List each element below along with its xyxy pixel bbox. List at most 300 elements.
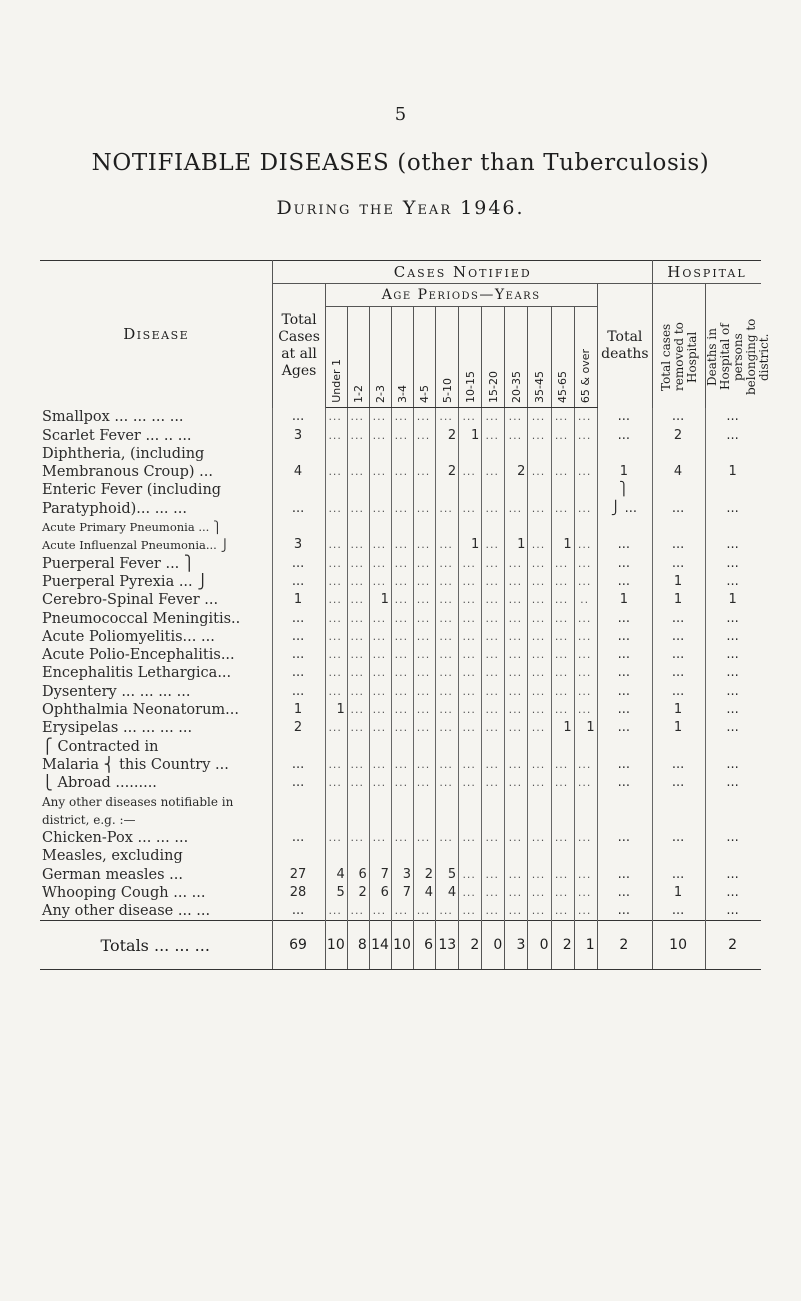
age-cell: ... <box>325 463 347 481</box>
totals-age-cell: 0 <box>482 921 505 970</box>
age-cell: 3 <box>391 865 413 883</box>
age-cell: ... <box>505 609 528 627</box>
age-cell: ... <box>505 554 528 572</box>
age-cell: ... <box>325 774 347 792</box>
total-deaths-cell: ... <box>597 664 652 682</box>
age-cell: ... <box>482 408 505 427</box>
age-cell: ... <box>574 884 597 902</box>
table-row <box>40 701 761 719</box>
age-cell: 2 <box>347 884 369 902</box>
age-cell: ... <box>482 865 505 883</box>
age-cell <box>325 518 347 536</box>
table-row <box>40 609 761 627</box>
disease-name: German measles ... <box>40 865 273 883</box>
age-cell: ... <box>528 628 551 646</box>
removed-to-hospital-cell: ... <box>652 756 705 774</box>
disease-name: Scarlet Fever ... .. ... <box>40 426 273 444</box>
age-cell <box>505 847 528 865</box>
age-cell: ... <box>436 554 459 572</box>
total-cases-cell: ... <box>273 774 325 792</box>
age-cell: ... <box>325 646 347 664</box>
deaths-in-hospital-cell: ... <box>726 610 739 626</box>
age-cell: ... <box>391 426 413 444</box>
age-cell <box>436 811 459 829</box>
page-subtitle: During the Year 1946. <box>276 197 525 219</box>
age-cell: 2 <box>436 463 459 481</box>
disease-name: Any other disease ... ... <box>40 902 273 921</box>
disease-name: Acute Polio-Encephalitis... <box>40 646 273 664</box>
table-row <box>40 408 761 427</box>
age-header: Under 1 <box>325 307 347 408</box>
age-cell <box>482 445 505 463</box>
age-cell: ... <box>551 865 574 883</box>
age-cell: ... <box>528 463 551 481</box>
totals-age-cell: 3 <box>505 921 528 970</box>
total-deaths-cell: ⎭ ... <box>597 499 652 517</box>
age-cell <box>482 737 505 755</box>
age-cell: ... <box>369 609 391 627</box>
age-cell: ... <box>482 756 505 774</box>
disease-name: Malaria ⎨ this Country ... <box>40 756 273 774</box>
age-header: 45-65 <box>551 307 574 408</box>
table-row <box>40 426 761 444</box>
age-cell <box>325 811 347 829</box>
age-cell <box>347 445 369 463</box>
age-cell: ... <box>413 701 435 719</box>
age-cell: ... <box>482 554 505 572</box>
total-deaths-cell <box>597 847 652 865</box>
age-cell: ... <box>391 591 413 609</box>
age-cell <box>391 792 413 810</box>
age-cell: ... <box>347 756 369 774</box>
age-cell: ... <box>325 554 347 572</box>
age-cell <box>369 481 391 499</box>
total-cases-cell: 28 <box>273 884 325 902</box>
age-cell: ... <box>574 865 597 883</box>
table-row <box>40 774 761 792</box>
removed-to-hospital-cell: 1 <box>652 884 705 902</box>
disease-name: Encephalitis Lethargica... <box>40 664 273 682</box>
age-cell: ... <box>528 829 551 847</box>
age-cell: 5 <box>436 865 459 883</box>
age-cell: ... <box>391 774 413 792</box>
age-cell: ... <box>391 902 413 921</box>
age-cell: ... <box>574 646 597 664</box>
age-cell: ... <box>413 664 435 682</box>
age-cell: ... <box>369 554 391 572</box>
age-cell: ... <box>482 426 505 444</box>
age-cell <box>551 445 574 463</box>
age-cell: ... <box>459 499 482 517</box>
disease-name: Any other diseases notifiable in <box>40 792 273 810</box>
age-cell: ... <box>347 829 369 847</box>
age-cell: ... <box>391 628 413 646</box>
age-cell: ... <box>436 628 459 646</box>
deaths-in-hospital-cell: 1 <box>728 592 737 608</box>
age-cell: ... <box>459 865 482 883</box>
total-cases-header: Total Cases at all Ages <box>273 284 325 408</box>
age-cell: ... <box>347 536 369 554</box>
age-cell: ... <box>347 902 369 921</box>
age-cell <box>347 792 369 810</box>
age-cell <box>505 737 528 755</box>
age-cell: ... <box>574 609 597 627</box>
age-cell <box>528 792 551 810</box>
age-cell <box>574 847 597 865</box>
age-cell <box>369 518 391 536</box>
disease-name: Acute Influenzal Pneumonia... ⎭ <box>40 536 273 554</box>
age-cell: ... <box>482 719 505 737</box>
age-cell: ... <box>505 719 528 737</box>
age-cell: ... <box>391 554 413 572</box>
age-cell <box>551 481 574 499</box>
age-cell: ... <box>482 536 505 554</box>
age-cell: ... <box>436 536 459 554</box>
age-cell <box>528 847 551 865</box>
age-cell: ... <box>325 829 347 847</box>
removed-to-hospital-cell: ... <box>652 554 705 572</box>
age-cell: ... <box>413 573 435 591</box>
age-cell <box>369 811 391 829</box>
age-cell <box>528 481 551 499</box>
age-cell: ... <box>551 426 574 444</box>
deaths-in-hospital-header: Deaths in Hospital of persons belonging to district. <box>705 318 772 395</box>
age-cell: ... <box>347 701 369 719</box>
age-cell: ... <box>459 664 482 682</box>
age-cell: ... <box>347 628 369 646</box>
age-header: 4-5 <box>413 307 435 408</box>
age-cell: ... <box>325 756 347 774</box>
age-cell: 4 <box>325 865 347 883</box>
age-cell: ... <box>459 829 482 847</box>
age-cell: ... <box>369 701 391 719</box>
age-cell <box>325 847 347 865</box>
totals-deaths-hospital-cell: 2 <box>706 921 761 970</box>
removed-to-hospital-cell: ... <box>652 646 705 664</box>
deaths-in-hospital-cell <box>706 481 761 499</box>
age-cell: ... <box>391 408 413 427</box>
table-row <box>40 646 761 664</box>
table-row <box>40 811 761 829</box>
total-cases-cell: ... <box>273 646 325 664</box>
table-row <box>40 499 761 517</box>
age-cell: ... <box>574 554 597 572</box>
deaths-in-hospital-cell: ... <box>726 628 739 644</box>
total-deaths-cell: ... <box>597 774 652 792</box>
age-cell: 2 <box>413 865 435 883</box>
deaths-in-hospital-cell: ... <box>726 665 739 681</box>
age-cell <box>574 518 597 536</box>
age-cell <box>369 847 391 865</box>
disease-name: Diphtheria, (including <box>40 445 273 463</box>
age-cell <box>482 481 505 499</box>
removed-to-hospital-cell <box>652 445 705 463</box>
removed-to-hospital-cell <box>652 792 705 810</box>
deaths-in-hospital-cell: ... <box>726 903 739 919</box>
age-cell: ... <box>459 719 482 737</box>
age-cell <box>459 811 482 829</box>
age-cell: 1 <box>505 536 528 554</box>
age-cell: ... <box>459 646 482 664</box>
age-cell: ... <box>413 829 435 847</box>
age-cell: ... <box>505 426 528 444</box>
removed-to-hospital-cell: 1 <box>652 719 705 737</box>
age-cell: 4 <box>436 884 459 902</box>
age-cell <box>347 811 369 829</box>
table-row <box>40 573 761 591</box>
age-cell: ... <box>369 463 391 481</box>
age-cell: ... <box>482 682 505 700</box>
age-cell: ... <box>574 573 597 591</box>
disease-header: Disease <box>40 261 273 408</box>
age-cell: 2 <box>436 426 459 444</box>
age-cell <box>369 445 391 463</box>
total-deaths-cell <box>597 792 652 810</box>
age-cell: ... <box>505 573 528 591</box>
total-deaths-cell <box>597 737 652 755</box>
deaths-in-hospital-cell: ... <box>726 409 739 425</box>
age-cell <box>413 518 435 536</box>
age-cell: ... <box>505 756 528 774</box>
age-cell: ... <box>436 573 459 591</box>
age-cell: ... <box>551 591 574 609</box>
age-cell: ... <box>347 664 369 682</box>
total-deaths-cell: ... <box>597 682 652 700</box>
age-cell <box>413 481 435 499</box>
age-cell <box>528 737 551 755</box>
age-cell <box>413 811 435 829</box>
table-row <box>40 792 761 810</box>
age-cell: ... <box>413 463 435 481</box>
removed-to-hospital-cell: 2 <box>652 426 705 444</box>
disease-name: Acute Poliomyelitis... ... <box>40 628 273 646</box>
age-cell <box>413 847 435 865</box>
age-cell: 6 <box>347 865 369 883</box>
table-row <box>40 829 761 847</box>
age-cell: ... <box>413 902 435 921</box>
age-cell <box>436 481 459 499</box>
age-cell: ... <box>436 609 459 627</box>
age-cell: ... <box>325 609 347 627</box>
disease-name: Dysentery ... ... ... ... <box>40 682 273 700</box>
disease-name: ⎩ Abroad ......... <box>40 774 273 792</box>
removed-to-hospital-cell: 4 <box>652 463 705 481</box>
age-cell: ... <box>528 902 551 921</box>
age-cell: ... <box>369 682 391 700</box>
age-cell: ... <box>347 554 369 572</box>
table-row <box>40 884 761 902</box>
removed-to-hospital-cell: ... <box>652 408 705 427</box>
age-cell: ... <box>436 646 459 664</box>
age-cell <box>391 811 413 829</box>
age-cell: ... <box>436 719 459 737</box>
deaths-in-hospital-cell: ... <box>726 537 739 553</box>
deaths-in-hospital-cell: ... <box>726 427 739 443</box>
total-cases-cell: ... <box>273 499 325 517</box>
age-cell: ... <box>551 646 574 664</box>
age-cell: ... <box>482 628 505 646</box>
total-cases-cell: ... <box>273 682 325 700</box>
total-cases-cell: ... <box>273 829 325 847</box>
age-cell <box>551 847 574 865</box>
age-cell: ... <box>325 536 347 554</box>
removed-to-hospital-cell <box>652 518 705 536</box>
total-cases-cell: 3 <box>273 426 325 444</box>
age-cell <box>459 445 482 463</box>
age-cell: ... <box>528 536 551 554</box>
age-cell <box>551 811 574 829</box>
total-deaths-cell: ... <box>597 865 652 883</box>
table-row <box>40 719 761 737</box>
age-header: 5-10 <box>436 307 459 408</box>
disease-name: ⎧ Contracted in <box>40 737 273 755</box>
age-cell: ... <box>369 902 391 921</box>
age-cell: ... <box>459 408 482 427</box>
age-cell: ... <box>528 701 551 719</box>
total-deaths-cell <box>597 518 652 536</box>
age-cell: ... <box>482 902 505 921</box>
age-cell: 5 <box>325 884 347 902</box>
table-row <box>40 591 761 609</box>
age-cell <box>574 792 597 810</box>
deaths-in-hospital-cell: 1 <box>728 464 737 480</box>
age-cell: 1 <box>551 719 574 737</box>
age-cell: ... <box>369 573 391 591</box>
age-cell <box>436 737 459 755</box>
disease-name: Puerperal Pyrexia ... ⎭ <box>40 573 273 591</box>
age-cell: ... <box>574 701 597 719</box>
age-cell: 1 <box>459 536 482 554</box>
age-cell: ... <box>369 756 391 774</box>
deaths-in-hospital-cell: ... <box>726 500 739 516</box>
age-cell: ... <box>574 756 597 774</box>
age-cell: ... <box>459 463 482 481</box>
page-number: 5 <box>394 104 407 125</box>
age-cell: ... <box>551 774 574 792</box>
age-cell: ... <box>325 573 347 591</box>
age-header: 20-35 <box>505 307 528 408</box>
disease-name: Erysipelas ... ... ... ... <box>40 719 273 737</box>
age-cell: ... <box>391 536 413 554</box>
age-cell: ... <box>551 609 574 627</box>
deaths-in-hospital-cell <box>706 518 761 536</box>
table-row <box>40 554 761 572</box>
removed-to-hospital-cell <box>652 847 705 865</box>
deaths-in-hospital-cell: ... <box>726 647 739 663</box>
age-cell: ... <box>347 682 369 700</box>
age-cell <box>528 811 551 829</box>
disease-name: Enteric Fever (including <box>40 481 273 499</box>
removed-to-hospital-cell: 1 <box>652 591 705 609</box>
age-cell: ... <box>574 536 597 554</box>
removed-to-hospital-cell: ... <box>652 664 705 682</box>
age-cell: 2 <box>505 463 528 481</box>
age-cell: ... <box>413 682 435 700</box>
total-cases-cell <box>273 792 325 810</box>
notifiable-diseases-table <box>40 260 772 970</box>
age-cell <box>459 847 482 865</box>
age-cell: ... <box>436 774 459 792</box>
disease-name: Measles, excluding <box>40 847 273 865</box>
disease-name: Cerebro-Spinal Fever ... <box>40 591 273 609</box>
table-row <box>40 536 761 554</box>
deaths-in-hospital-cell: ... <box>726 756 739 772</box>
age-cell: ... <box>347 609 369 627</box>
age-cell <box>369 737 391 755</box>
total-deaths-cell: ... <box>597 408 652 427</box>
age-cell: ... <box>325 719 347 737</box>
age-cell: ... <box>482 701 505 719</box>
age-cell <box>413 792 435 810</box>
removed-to-hospital-cell <box>652 737 705 755</box>
age-cell <box>347 481 369 499</box>
deaths-in-hospital-cell: ... <box>726 573 739 589</box>
deaths-in-hospital-cell: ... <box>726 702 739 718</box>
age-header: 15-20 <box>482 307 505 408</box>
age-cell: ... <box>436 682 459 700</box>
age-cell: ... <box>459 884 482 902</box>
deaths-in-hospital-cell: ... <box>726 885 739 901</box>
age-cell: ... <box>528 573 551 591</box>
totals-age-cell: 13 <box>436 921 459 970</box>
age-cell: ... <box>325 499 347 517</box>
age-cell: ... <box>325 664 347 682</box>
age-cell: ... <box>505 902 528 921</box>
age-cell: ... <box>347 426 369 444</box>
age-cell: ... <box>528 646 551 664</box>
total-cases-cell: ... <box>273 664 325 682</box>
total-cases-cell: ... <box>273 573 325 591</box>
disease-name: Chicken-Pox ... ... ... <box>40 829 273 847</box>
age-cell: ... <box>413 774 435 792</box>
table-row <box>40 463 761 481</box>
age-cell <box>436 792 459 810</box>
age-cell: ... <box>413 591 435 609</box>
disease-name: Pneumococcal Meningitis.. <box>40 609 273 627</box>
age-cell <box>505 445 528 463</box>
age-cell: ... <box>551 756 574 774</box>
age-cell: ... <box>505 408 528 427</box>
age-cell: ... <box>574 426 597 444</box>
totals-label: Totals ... ... ... <box>40 921 273 970</box>
age-cell: ... <box>436 756 459 774</box>
removed-to-hospital-cell: ... <box>652 499 705 517</box>
deaths-in-hospital-cell <box>706 737 761 755</box>
age-cell: ... <box>347 719 369 737</box>
deaths-in-hospital-cell: ... <box>726 775 739 791</box>
total-cases-cell: ... <box>273 756 325 774</box>
age-cell: ... <box>551 554 574 572</box>
age-cell: ... <box>436 408 459 427</box>
age-cell: 1 <box>574 719 597 737</box>
total-deaths-cell: ... <box>597 628 652 646</box>
age-cell: ... <box>574 664 597 682</box>
age-cell: ... <box>325 628 347 646</box>
removed-to-hospital-cell: ... <box>652 609 705 627</box>
age-periods-header: Age Periods—Years <box>325 284 597 307</box>
age-cell: ... <box>505 499 528 517</box>
age-cell: ... <box>413 536 435 554</box>
age-cell <box>347 847 369 865</box>
age-cell <box>459 737 482 755</box>
age-cell <box>391 481 413 499</box>
deaths-in-hospital-cell <box>706 792 761 810</box>
total-deaths-cell: ... <box>597 426 652 444</box>
age-cell: ... <box>413 719 435 737</box>
total-deaths-cell: 1 <box>597 463 652 481</box>
age-cell: ... <box>347 591 369 609</box>
age-cell: ... <box>528 774 551 792</box>
